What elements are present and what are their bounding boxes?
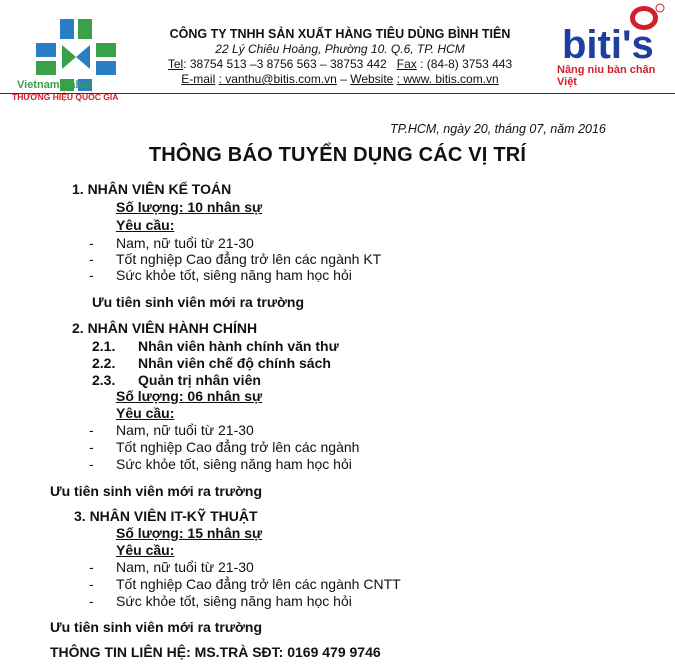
- separator: –: [340, 72, 347, 86]
- section-2-requirement: - Sức khỏe tốt, siêng năng ham học hỏi: [116, 455, 352, 473]
- section-2-quantity: Số lượng: 06 nhân sự: [116, 388, 263, 404]
- section-2-requirement: - Nam, nữ tuổi từ 21-30: [116, 421, 254, 439]
- header-divider: [0, 93, 675, 94]
- company-phones: [130, 56, 550, 72]
- section-2-requirements-label: Yêu cầu:: [116, 405, 175, 421]
- section-3-requirement: - Sức khỏe tốt, siêng năng ham học hỏi: [116, 592, 352, 610]
- section-1-requirements-label: Yêu cầu:: [116, 217, 175, 233]
- tel-label: Tel: [167, 57, 184, 71]
- tel-value: : 38754 513 –3 8756 563 – 38753 442: [183, 57, 387, 71]
- section-3-requirement: - Nam, nữ tuổi từ 21-30: [116, 558, 254, 576]
- subitem-text: Nhân viên hành chính văn thư: [138, 338, 339, 354]
- document-date: TP.HCM, ngày 20, tháng 07, năm 2016: [390, 122, 606, 136]
- contact-info: THÔNG TIN LIÊN HỆ: MS.TRÀ SĐT: 0169 479 9746: [50, 644, 381, 660]
- email-value[interactable]: : vanthu@bitis.com.vn: [218, 72, 337, 86]
- bitis-logo: [560, 2, 672, 70]
- section-1-quantity: Số lượng: 10 nhân sự: [116, 199, 263, 215]
- vietnam-value-subtext: THƯƠNG HIỆU QUỐC GIA: [12, 92, 119, 102]
- section-1-requirement: - Sức khỏe tốt, siêng năng ham học hỏi: [116, 266, 352, 284]
- section-1-requirement: - Nam, nữ tuổi từ 21-30: [116, 234, 254, 252]
- section-2-heading: 2. NHÂN VIÊN HÀNH CHÍNH: [72, 320, 258, 336]
- section-3-heading: 3. NHÂN VIÊN IT-KỸ THUẬT: [74, 508, 258, 524]
- section-1-heading: 1. NHÂN VIÊN KẾ TOÁN: [72, 181, 232, 197]
- section-3-requirement: - Tốt nghiệp Cao đẳng trở lên các ngành CNTT: [116, 575, 401, 593]
- subitem-text: Quản trị nhân viên: [138, 372, 261, 388]
- subitem-number: 2.2.: [92, 355, 116, 371]
- subitem-number: 2.3.: [92, 372, 116, 388]
- vietnam-value-text: Vietnam Value: [17, 79, 92, 91]
- website-value[interactable]: : www. bitis.com.vn: [396, 72, 499, 86]
- section-3-quantity: Số lượng: 15 nhân sự: [116, 525, 263, 541]
- subitem-number: 2.1.: [92, 338, 116, 354]
- bitis-slogan: Nâng niu bàn chân Việt: [557, 64, 656, 88]
- company-address: 22 Lý Chiêu Hoàng, Phường 10. Q.6, TP. HCM: [215, 42, 465, 56]
- company-name: CÔNG TY TNHH SẢN XUẤT HÀNG TIÊU DÙNG BÌNH TIÊN: [169, 27, 511, 41]
- fax-label: Fax: [396, 57, 417, 71]
- section-1-requirement: - Tốt nghiệp Cao đẳng trở lên các ngành KT: [116, 250, 381, 268]
- section-3-priority: Ưu tiên sinh viên mới ra trường: [50, 619, 263, 635]
- section-2-priority: Ưu tiên sinh viên mới ra trường: [50, 483, 263, 499]
- company-contact-online: [130, 71, 550, 87]
- fax-value: : (84-8) 3753 443: [420, 57, 513, 71]
- section-2-requirement: - Tốt nghiệp Cao đẳng trở lên các ngành: [116, 438, 359, 456]
- document-title: THÔNG BÁO TUYỂN DỤNG CÁC VỊ TRÍ: [148, 144, 527, 166]
- website-label: Website: [350, 72, 394, 86]
- section-3-requirements-label: Yêu cầu:: [116, 542, 175, 558]
- section-1-priority: Ưu tiên sinh viên mới ra trường: [92, 294, 305, 310]
- subitem-text: Nhân viên chế độ chính sách: [138, 355, 331, 371]
- email-label: E-mail: [181, 72, 216, 86]
- svg-text:biti's: biti's: [562, 23, 654, 67]
